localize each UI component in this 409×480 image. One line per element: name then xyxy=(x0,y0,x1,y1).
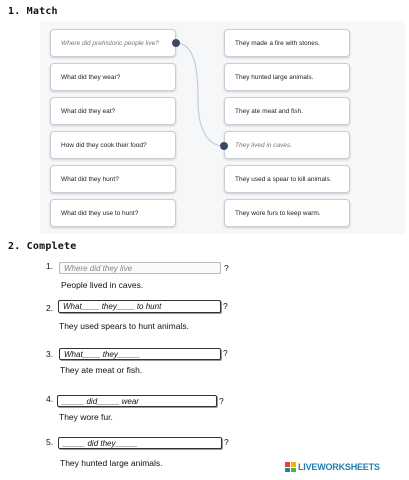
match-left-text: How did they cook their food? xyxy=(61,141,147,149)
question-number: 2. xyxy=(46,303,54,313)
match-right-text: They wore furs to keep warm. xyxy=(235,209,321,217)
question-mark: ? xyxy=(223,348,228,358)
liveworksheets-logo-icon xyxy=(285,462,296,472)
match-right-card-2[interactable] xyxy=(224,63,350,91)
question-number: 3. xyxy=(46,349,54,359)
match-left-card-2[interactable] xyxy=(50,63,176,91)
match-right-text: They made a fire with stones. xyxy=(235,39,320,47)
match-left-card-3[interactable] xyxy=(50,97,176,125)
match-right-text: They hunted large animals. xyxy=(235,73,314,81)
answer-input-5[interactable]: _____ did they_____ xyxy=(58,437,222,449)
answer-sentence-4: They wore fur. xyxy=(59,412,113,422)
answer-sentence-2: They used spears to hunt animals. xyxy=(59,321,189,331)
question-number: 5. xyxy=(46,437,54,447)
match-right-text: They ate meat and fish. xyxy=(235,107,303,115)
match-right-text: They lived in caves. xyxy=(235,141,293,149)
answer-sentence-3: They ate meat or fish. xyxy=(60,365,143,375)
question-mark: ? xyxy=(219,396,224,406)
answer-input-1[interactable]: Where did they live xyxy=(59,262,221,274)
question-number: 4. xyxy=(46,394,54,404)
answer-sentence-5: They hunted large animals. xyxy=(60,458,163,468)
question-mark: ? xyxy=(224,263,229,273)
liveworksheets-logo xyxy=(285,462,380,472)
match-left-card-1[interactable] xyxy=(50,29,176,57)
match-right-card-3[interactable] xyxy=(224,97,350,125)
match-left-card-4[interactable] xyxy=(50,131,176,159)
question-mark: ? xyxy=(223,301,228,311)
logo-text: LIVEWORKSHEETS xyxy=(298,462,380,472)
complete-section-title: 2. Complete xyxy=(8,241,77,252)
match-left-text: What did they wear? xyxy=(61,73,121,81)
match-right-card-6[interactable] xyxy=(224,199,350,227)
match-right-card-1[interactable] xyxy=(224,29,350,57)
match-left-text: What did they use to hunt? xyxy=(61,209,139,217)
match-left-text: What did they eat? xyxy=(61,107,116,115)
match-section-title: 1. Match xyxy=(8,6,58,17)
answer-sentence-1: People lived in caves. xyxy=(61,280,144,290)
match-left-text: What did they hunt? xyxy=(61,175,119,183)
answer-input-3[interactable]: What____ they_____ xyxy=(59,348,221,360)
match-connector-dot-right[interactable] xyxy=(220,142,228,150)
question-mark: ? xyxy=(224,437,229,447)
match-right-text: They used a spear to kill animals. xyxy=(235,175,332,183)
match-connector-dot-left[interactable] xyxy=(172,39,180,47)
match-right-card-5[interactable] xyxy=(224,165,350,193)
answer-input-2[interactable]: What____ they____ to hunt xyxy=(58,300,221,313)
answer-input-4[interactable]: _____ did_____ wear xyxy=(57,395,217,407)
question-number: 1. xyxy=(46,261,54,271)
match-left-text: Where did prehistoric people live? xyxy=(61,39,159,47)
match-left-card-6[interactable] xyxy=(50,199,176,227)
match-left-card-5[interactable] xyxy=(50,165,176,193)
match-right-card-4[interactable] xyxy=(224,131,350,159)
